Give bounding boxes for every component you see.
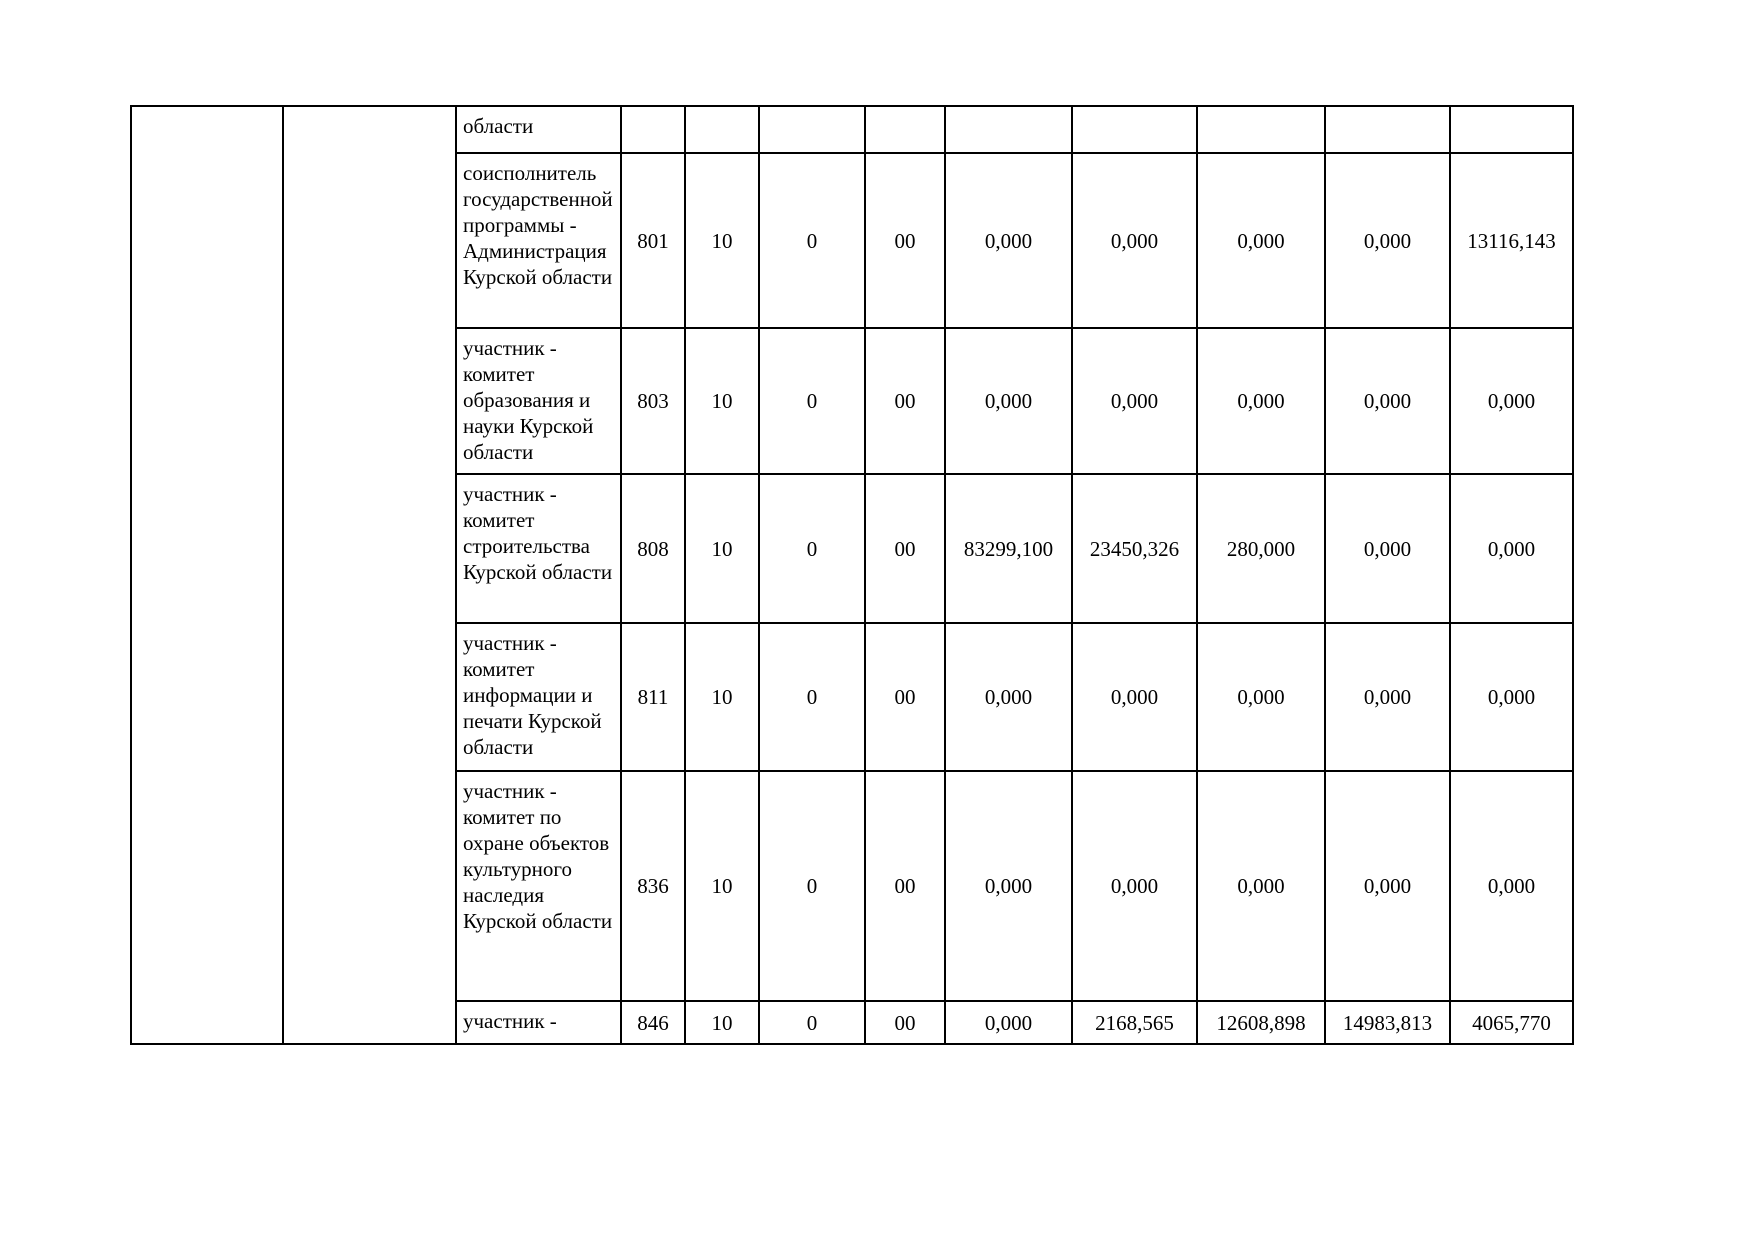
value-cell: 0,000	[945, 1001, 1072, 1044]
code-cell: 00	[865, 623, 945, 771]
value-cell	[1325, 106, 1450, 153]
value-cell: 12608,898	[1197, 1001, 1325, 1044]
value-cell	[1072, 106, 1197, 153]
value-cell: 0,000	[1197, 771, 1325, 1001]
code-cell: 0	[759, 623, 865, 771]
value-cell: 0,000	[1325, 153, 1450, 328]
row-label-cell: соисполнитель государственной программы - Администрация Курской области	[456, 153, 621, 328]
value-cell: 83299,100	[945, 474, 1072, 623]
code-cell: 00	[865, 153, 945, 328]
code-cell: 811	[621, 623, 685, 771]
value-cell: 0,000	[1072, 328, 1197, 474]
value-cell: 0,000	[1325, 474, 1450, 623]
code-cell: 00	[865, 1001, 945, 1044]
value-cell: 0,000	[1325, 328, 1450, 474]
code-cell	[685, 106, 759, 153]
value-cell: 0,000	[1450, 328, 1573, 474]
code-cell: 10	[685, 1001, 759, 1044]
value-cell: 0,000	[1072, 623, 1197, 771]
value-cell: 0,000	[945, 623, 1072, 771]
value-cell: 23450,326	[1072, 474, 1197, 623]
code-cell: 803	[621, 328, 685, 474]
merged-empty-cell-1	[131, 106, 283, 1044]
value-cell: 0,000	[1325, 771, 1450, 1001]
value-cell	[1450, 106, 1573, 153]
value-cell: 13116,143	[1450, 153, 1573, 328]
merged-empty-cell-2	[283, 106, 456, 1044]
value-cell: 0,000	[1450, 771, 1573, 1001]
value-cell: 0,000	[945, 771, 1072, 1001]
budget-table	[130, 105, 1574, 1045]
code-cell: 801	[621, 153, 685, 328]
code-cell: 0	[759, 771, 865, 1001]
code-cell: 0	[759, 1001, 865, 1044]
row-label-cell: участник - комитет образования и науки Курской области	[456, 328, 621, 474]
code-cell: 846	[621, 1001, 685, 1044]
value-cell: 0,000	[1197, 623, 1325, 771]
row-label-cell: участник -	[456, 1001, 621, 1044]
code-cell	[621, 106, 685, 153]
code-cell: 00	[865, 474, 945, 623]
value-cell: 0,000	[1072, 153, 1197, 328]
row-label-cell: области	[456, 106, 621, 153]
row-label-cell: участник - комитет информации и печати Курской области	[456, 623, 621, 771]
value-cell: 0,000	[1450, 623, 1573, 771]
value-cell	[945, 106, 1072, 153]
value-cell: 0,000	[1450, 474, 1573, 623]
row-label-cell: участник - комитет строительства Курской области	[456, 474, 621, 623]
row-label-cell: участник - комитет по охране объектов культурного наследия Курской области	[456, 771, 621, 1001]
code-cell: 10	[685, 771, 759, 1001]
value-cell: 0,000	[1197, 153, 1325, 328]
value-cell	[1197, 106, 1325, 153]
code-cell: 836	[621, 771, 685, 1001]
code-cell: 0	[759, 474, 865, 623]
value-cell: 0,000	[945, 153, 1072, 328]
code-cell: 10	[685, 328, 759, 474]
value-cell: 14983,813	[1325, 1001, 1450, 1044]
table-row	[131, 106, 1573, 153]
value-cell: 0,000	[945, 328, 1072, 474]
value-cell: 4065,770	[1450, 1001, 1573, 1044]
value-cell: 0,000	[1072, 771, 1197, 1001]
code-cell: 0	[759, 153, 865, 328]
code-cell: 10	[685, 153, 759, 328]
code-cell	[759, 106, 865, 153]
code-cell: 10	[685, 623, 759, 771]
code-cell	[865, 106, 945, 153]
code-cell: 00	[865, 328, 945, 474]
code-cell: 0	[759, 328, 865, 474]
code-cell: 808	[621, 474, 685, 623]
value-cell: 0,000	[1325, 623, 1450, 771]
code-cell: 10	[685, 474, 759, 623]
code-cell: 00	[865, 771, 945, 1001]
value-cell: 280,000	[1197, 474, 1325, 623]
value-cell: 0,000	[1197, 328, 1325, 474]
value-cell: 2168,565	[1072, 1001, 1197, 1044]
